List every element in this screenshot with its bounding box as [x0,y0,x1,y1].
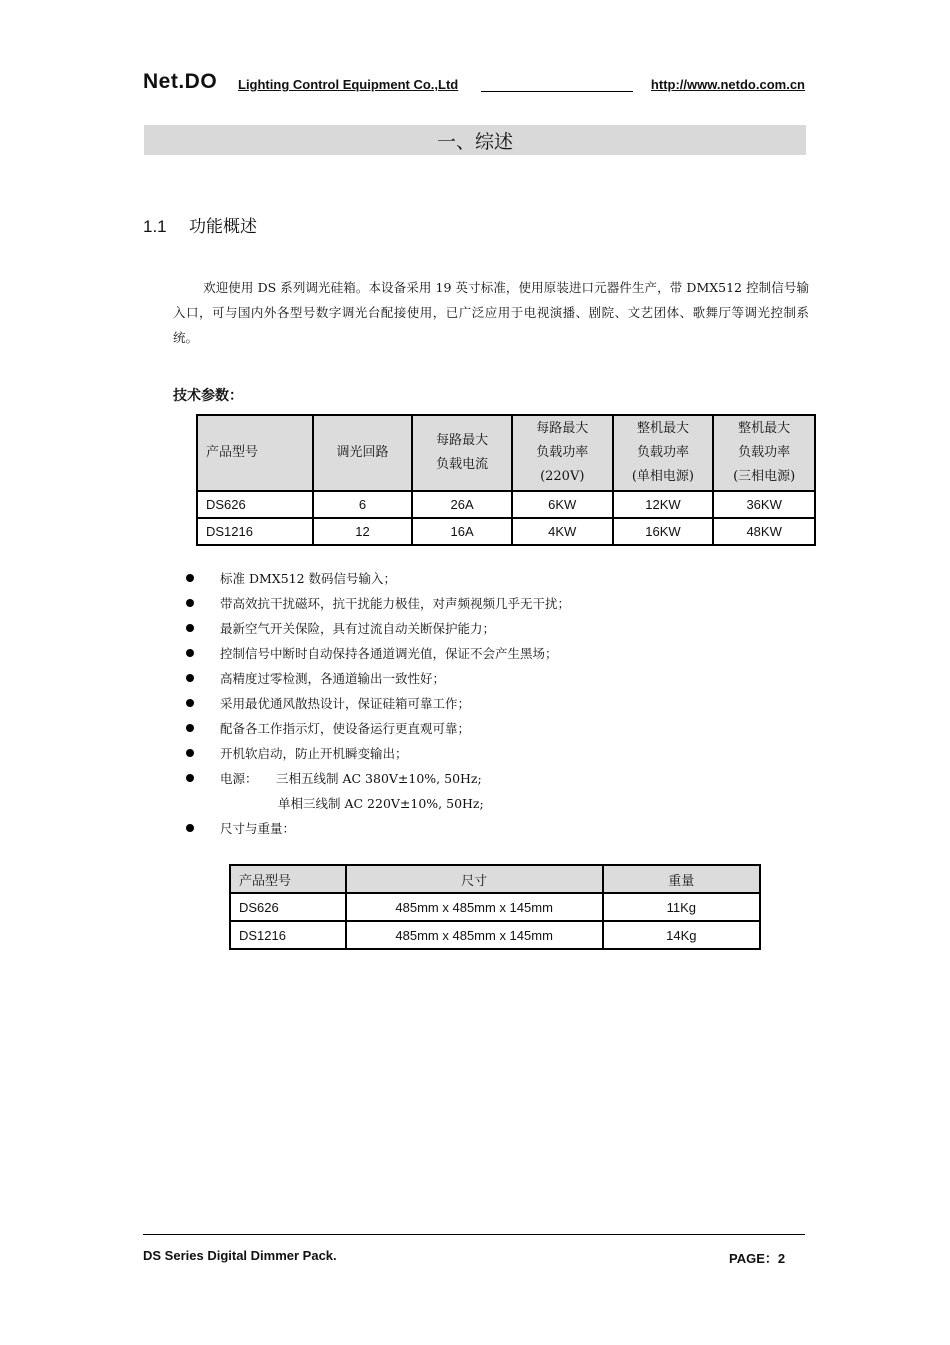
table-cell: 14Kg [603,921,760,949]
section-title: 一、综述 [144,125,806,155]
list-item: 配备各工作指示灯，使设备运行更直观可靠； [186,716,570,741]
list-item: 控制信号中断时自动保持各通道调光值，保证不会产生黑场； [186,641,570,666]
size-table-header [230,865,760,893]
header-line: (单相电源) [631,469,695,484]
header-line: 整机最大 [738,421,791,436]
power-single-phase: 单相三线制 AC 220V±10%, 50Hz; [278,796,484,811]
subsection-title: 功能概述 [189,217,257,237]
header-line: 调光回路 [336,445,389,460]
footer-rule [143,1234,805,1235]
bullet-icon [186,624,194,632]
table-cell: DS1216 [197,518,313,545]
list-item: 采用最优通风散热设计，保证硅箱可靠工作； [186,691,570,716]
subsection-number: 1.1 [143,217,167,236]
header-rule [481,91,633,92]
list-item: 带高效抗干扰磁环，抗干扰能力极佳，对声频视频几乎无干扰； [186,591,570,616]
bullet-icon [186,649,194,657]
list-item [186,816,570,841]
list-item-power [186,766,570,791]
spec-table [196,414,816,546]
footer-series: DS Series Digital Dimmer Pack. [143,1248,337,1263]
company-name: Lighting Control Equipment Co.,Ltd [238,77,459,92]
bullet-icon [186,774,194,782]
table-cell: 6KW [512,491,613,518]
bullet-icon [186,749,194,757]
intro-paragraph [173,275,809,350]
list-item: 高精度过零检测，各通道输出一致性好； [186,666,570,691]
bullet-icon [186,724,194,732]
spec-table-header [197,415,815,491]
header-line: 负载功率 [536,445,589,460]
table-cell: 4KW [512,518,613,545]
size-weight-label: 尺寸与重量： [220,821,296,836]
header-line: 整机最大 [636,421,689,436]
header-line: 产品型号 [206,445,259,460]
header-line: (220V) [540,469,585,484]
subsection-heading [143,212,257,237]
size-table [229,864,761,950]
spec-header-cell [197,415,313,491]
header-line: 负载电流 [436,457,489,472]
table-cell: 12KW [613,491,714,518]
table-cell: 485mm x 485mm x 145mm [346,921,603,949]
list-item: 最新空气开关保险，具有过流自动关断保护能力； [186,616,570,641]
power-three-phase: 三相五线制 AC 380V±10%, 50Hz; [276,771,482,786]
bullet-icon [186,824,194,832]
feature-list [186,566,570,841]
header-line: 负载功率 [636,445,689,460]
tech-params-label: 技术参数： [173,388,243,404]
table-cell: 12 [313,518,413,545]
list-item: 标准 DMX512 数码信号输入； [186,566,570,591]
company-logo: Net.DO [143,70,218,93]
list-item: 开机软启动，防止开机瞬变输出； [186,741,570,766]
table-cell: 26A [412,491,512,518]
table-row [230,921,760,949]
size-header-cell: 尺寸 [346,865,603,893]
table-cell: DS626 [230,893,346,921]
spec-header-cell [313,415,413,491]
page-number: PAGE：2 [729,1251,786,1266]
table-row [197,518,815,545]
company-url[interactable]: http://www.netdo.com.cn [650,77,805,92]
header-line: 每路最大 [536,421,589,436]
bullet-icon [186,674,194,682]
table-row [197,491,815,518]
spec-header-cell [713,415,815,491]
spec-header-cell [412,415,512,491]
table-cell: 16A [412,518,512,545]
size-header-cell: 重量 [603,865,760,893]
bullet-icon [186,699,194,707]
table-cell: 36KW [713,491,815,518]
bullet-icon [186,599,194,607]
table-row [230,893,760,921]
table-cell: 11Kg [603,893,760,921]
header-line: 负载功率 [738,445,791,460]
table-cell: DS1216 [230,921,346,949]
header-line: (三相电源) [733,469,796,484]
power-label: 电源： [220,771,258,786]
spec-header-cell [613,415,714,491]
table-cell: 16KW [613,518,714,545]
table-cell: 48KW [713,518,815,545]
size-header-cell: 产品型号 [230,865,346,893]
table-cell: 6 [313,491,413,518]
list-item-power-cont [186,791,570,816]
header-line: 每路最大 [436,433,489,448]
table-cell: 485mm x 485mm x 145mm [346,893,603,921]
page-header [143,70,805,94]
spec-header-cell [512,415,613,491]
table-cell: DS626 [197,491,313,518]
bullet-icon [186,574,194,582]
intro-text: 欢迎使用 DS 系列调光硅箱。本设备采用 19 英寸标准，使用原装进口元器件生产，带 DMX512 控制信号输入口，可与国内外各型号数字调光台配接使用，已广泛应用于电视演播、剧院、文艺团体、歌舞厅等调光控制系统。 [173,280,809,345]
